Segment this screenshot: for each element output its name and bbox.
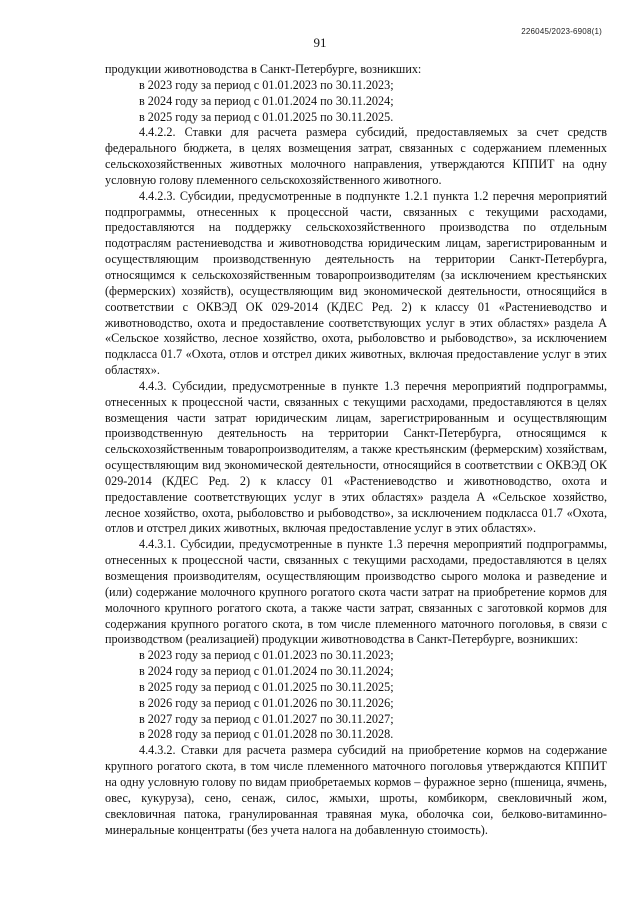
- period-list-a: [105, 78, 607, 126]
- period-item: в 2024 году за период с 01.01.2024 по 30.11.2024;: [139, 664, 394, 679]
- period-item: в 2026 году за период с 01.01.2026 по 30.11.2026;: [139, 695, 394, 710]
- period-list-b: [105, 648, 607, 743]
- document-registration-number: 226045/2023-6908(1): [521, 27, 602, 36]
- period-item: в 2023 году за период с 01.01.2023 по 30.11.2023;: [139, 77, 394, 92]
- paragraph-4-4-2-3: 4.4.2.3. Субсидии, предусмотренные в подпункте 1.2.1 пункта 1.2 перечня мероприятий подпрограммы, отнесенных к процессной части, связанных с текущими расходами, предоставляются на поддержку сельскохозяйственного производства по отдельным подотраслям растениеводства и животноводства юридическим лицам, зарегистрированным и осуществляющим производственную деятельность на территории Санкт-Петербурга, относящимся к сельскохозяйственным товаропроизводителям (за исключением крестьянских (фермерских) хозяйств), осуществляющим вид экономической деятельности, относящийся в соответствии с ОКВЭД ОК 029-2014 (КДЕС Ред. 2) к классу 01 «Растениеводство и животноводство, охота и предоставление соответствующих услуг в этих областях» раздела А «Сельское хозяйство, лесное хозяйство, охота, рыболовство и рыбоводство», за исключением подкласса 01.7 «Охота, отлов и отстрел диких животных, включая предоставление услуг в этих областях».: [105, 188, 607, 378]
- document-body: [105, 62, 607, 838]
- paragraph-4-4-3: 4.4.3. Субсидии, предусмотренные в пункте 1.3 перечня мероприятий подпрограммы, отнесенных к процессной части, связанных с текущими расходами, предоставляются в целях возмещения части затрат юридическим лицам, зарегистрированным и осуществляющим производственную деятельность на территории Санкт-Петербурга, относящимся к сельскохозяйственным товаропроизводителям, а также крестьянским (фермерским) хозяйствам, осуществляющим вид экономической деятельности, относящийся в соответствии с ОКВЭД ОК 029-2014 (КДЕС Ред. 2) к классу 01 «Растениеводство и животноводство, охота и предоставление соответствующих услуг в этих областях» раздела А «Сельское хозяйство, лесное хозяйство, охота, рыболовство и рыбоводство», за исключением подкласса 01.7 «Охота, отлов и отстрел диких животных, включая предоставление услуг в этих областях».: [105, 378, 607, 536]
- period-item: в 2027 году за период с 01.01.2027 по 30.11.2027;: [139, 711, 394, 726]
- period-item: в 2028 году за период с 01.01.2028 по 30.11.2028.: [139, 727, 394, 742]
- period-item: в 2023 году за период с 01.01.2023 по 30.11.2023;: [139, 648, 394, 663]
- period-item: в 2024 году за период с 01.01.2024 по 30.11.2024;: [139, 93, 394, 108]
- intro-line: продукции животноводства в Санкт-Петербурге, возникших:: [105, 62, 422, 76]
- period-item: в 2025 году за период с 01.01.2025 по 30.11.2025.: [139, 109, 394, 124]
- period-item: в 2025 году за период с 01.01.2025 по 30.11.2025;: [139, 679, 394, 694]
- page-number: 91: [313, 35, 327, 50]
- paragraph-4-4-3-1: 4.4.3.1. Субсидии, предусмотренные в пункте 1.3 перечня мероприятий подпрограммы, отнесенных к процессной части, связанных с текущими расходами, предоставляются в целях возмещения производителям, осуществляющим производство сырого молока и разведение и (или) содержание молочного крупного рогатого скота части затрат на приобретение кормов для молочного крупного рогатого скота, а также части затрат, связанных с заготовкой кормов для содержания крупного рогатого скота, в том числе племенного маточного поголовья, в связи с производством (реализацией) продукции животноводства в Санкт-Петербурге, возникших:: [105, 537, 607, 647]
- paragraph-4-4-3-2: 4.4.3.2. Ставки для расчета размера субсидий на приобретение кормов на содержание крупного рогатого скота, в том числе племенного маточного поголовья утверждаются КППИТ на одну условную голову по видам приобретаемых кормов – фуражное зерно (пшеница, ячмень, овес, кукуруза), сено, сенаж, силос, жмыхи, шроты, комбикорм, свекловичный жом, свекловичная патока, гранулированная травяная мука, оболочка сои, белково-витаминно-минеральные концентраты (без учета налога на добавленную стоимость).: [105, 743, 607, 837]
- paragraph-4-4-2-2: 4.4.2.2. Ставки для расчета размера субсидий, предоставляемых за счет средств федерального бюджета, в целях возмещения затрат, связанных с содержанием племенных сельскохозяйственных животных молочного направления, утверждаются КППИТ на одну условную голову племенного сельскохозяйственного животного.: [105, 125, 607, 187]
